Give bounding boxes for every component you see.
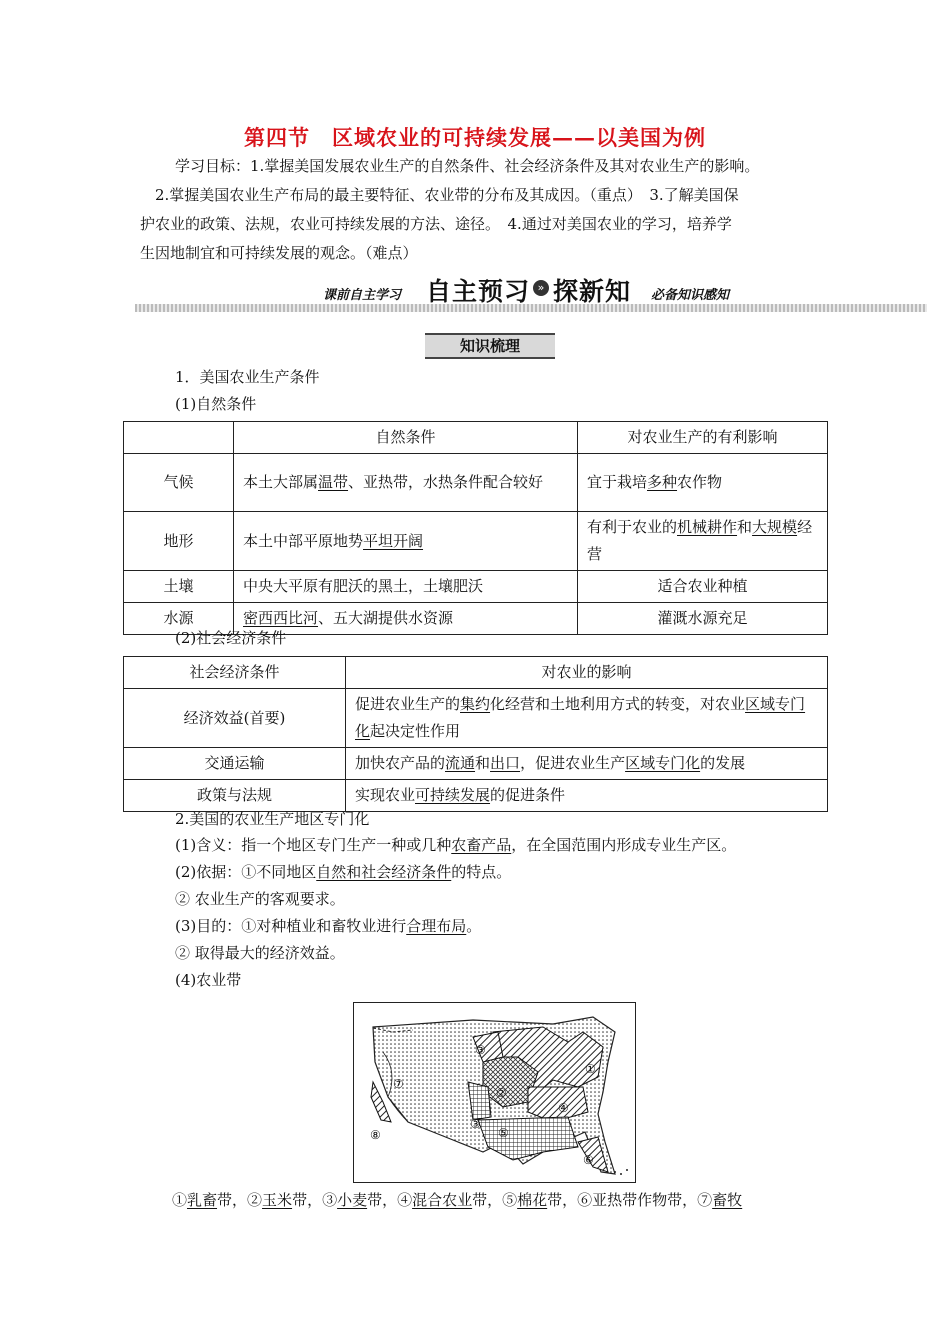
table-row: [124, 780, 828, 812]
heading-1: 1．美国农业生产条件: [175, 368, 320, 386]
row-condition: 本土中部平原地势平坦开阔: [234, 512, 578, 571]
banner-right-text: 必备知识感知: [651, 288, 730, 303]
row-name: 地形: [124, 512, 234, 571]
row-condition: 中央大平原有肥沃的黑土，土壤肥沃: [234, 571, 578, 603]
objectives-line-1: 学习目标：1.掌握美国发展农业生产的自然条件、社会经济条件及其对农业生产的影响。: [175, 157, 760, 175]
map-label-7: ⑦: [393, 1077, 404, 1091]
banner-left-text: 课前自主学习: [323, 288, 402, 303]
banner-stripe: [135, 304, 927, 312]
map-label-2: ②: [496, 1086, 507, 1100]
map-label-6: ⑥: [583, 1153, 594, 1167]
table-header-cell: [124, 422, 234, 454]
table-header-cell: 社会经济条件: [124, 657, 346, 689]
row-effect: 加快农产品的流通和出口，促进农业生产区域专门化的发展: [346, 748, 828, 780]
banner-main-2: 探新知: [553, 277, 632, 306]
objectives-line-3: 护农业的政策、法规，农业可持续发展的方法、途径。 4.通过对美国农业的学习，培养学: [140, 215, 732, 233]
social-conditions-table: [123, 656, 828, 812]
map-label-1: ①: [585, 1062, 596, 1076]
row-effect: 灌溉水源充足: [578, 603, 828, 635]
table-header-cell: 对农业的影响: [346, 657, 828, 689]
basis-paragraph-2: ② 农业生产的客观要求。: [175, 890, 345, 908]
objectives-line-2: 2.掌握美国农业生产布局的最主要特征、农业带的分布及其成因。（重点） 3.了解美国保: [155, 186, 739, 204]
map-label-3b: ③: [470, 1117, 481, 1131]
banner-main-1: 自主预习: [426, 277, 531, 306]
map-label-8: ⑧: [370, 1128, 381, 1142]
map-legend-line: ①乳畜带，②玉米带，③小麦带，④混合农业带，⑤棉花带，⑥亚热带作物带，⑦畜牧: [172, 1191, 743, 1209]
map-label-5: ⑤: [498, 1126, 509, 1140]
row-effect: 实现农业可持续发展的促进条件: [346, 780, 828, 812]
meaning-paragraph: (1)含义：指一个地区专门生产一种或几种农畜产品，在全国范围内形成专业生产区。: [175, 836, 737, 854]
row-name: 气候: [124, 454, 234, 512]
heading-2: 2.美国的农业生产地区专门化: [175, 810, 370, 828]
row-effect: 适合农业种植: [578, 571, 828, 603]
row-effect: 有利于农业的机械耕作和大规模经营: [578, 512, 828, 571]
heading-1-2: (2)社会经济条件: [175, 629, 287, 647]
purpose-paragraph: (3)目的：①对种植业和畜牧业进行合理布局。: [175, 917, 482, 935]
row-name: 经济效益(首要): [124, 689, 346, 748]
row-condition: 密西西比河、五大湖提供水资源: [234, 603, 578, 635]
map-label-3a: ③: [475, 1043, 486, 1057]
row-name: 水源: [124, 603, 234, 635]
row-name: 交通运输: [124, 748, 346, 780]
purpose-paragraph-2: ② 取得最大的经济效益。: [175, 944, 345, 962]
section-banner: [135, 272, 927, 314]
heading-belt: (4)农业带: [175, 971, 242, 989]
table-header-row: [124, 422, 828, 454]
map-label-4: ④: [558, 1101, 569, 1115]
basis-paragraph: (2)依据：①不同地区自然和社会经济条件的特点。: [175, 863, 512, 881]
table-row: [124, 689, 828, 748]
page-title: 第四节 区域农业的可持续发展——以美国为例: [244, 125, 706, 150]
objectives-line-4: 生因地制宜和可持续发展的观念。（难点）: [140, 244, 418, 262]
table-header-row: [124, 657, 828, 689]
double-chevron-icon: »: [533, 280, 549, 296]
row-name: 土壤: [124, 571, 234, 603]
table-header-cell: 自然条件: [234, 422, 578, 454]
us-agriculture-belt-map: [353, 1002, 636, 1183]
row-condition: 本土大部属温带、亚热带，水热条件配合较好: [234, 454, 578, 512]
row-effect: 促进农业生产的集约化经营和土地利用方式的转变，对农业区域专门化起决定性作用: [346, 689, 828, 748]
row-name: 政策与法规: [124, 780, 346, 812]
heading-1-1: (1)自然条件: [175, 395, 257, 413]
table-header-cell: 对农业生产的有利影响: [578, 422, 828, 454]
table-row: [124, 571, 828, 603]
section-box-label: 知识梳理: [425, 333, 555, 359]
natural-conditions-table: [123, 421, 828, 635]
table-row: [124, 748, 828, 780]
row-effect: 宜于栽培多种农作物: [578, 454, 828, 512]
table-row: [124, 512, 828, 571]
table-row: [124, 454, 828, 512]
